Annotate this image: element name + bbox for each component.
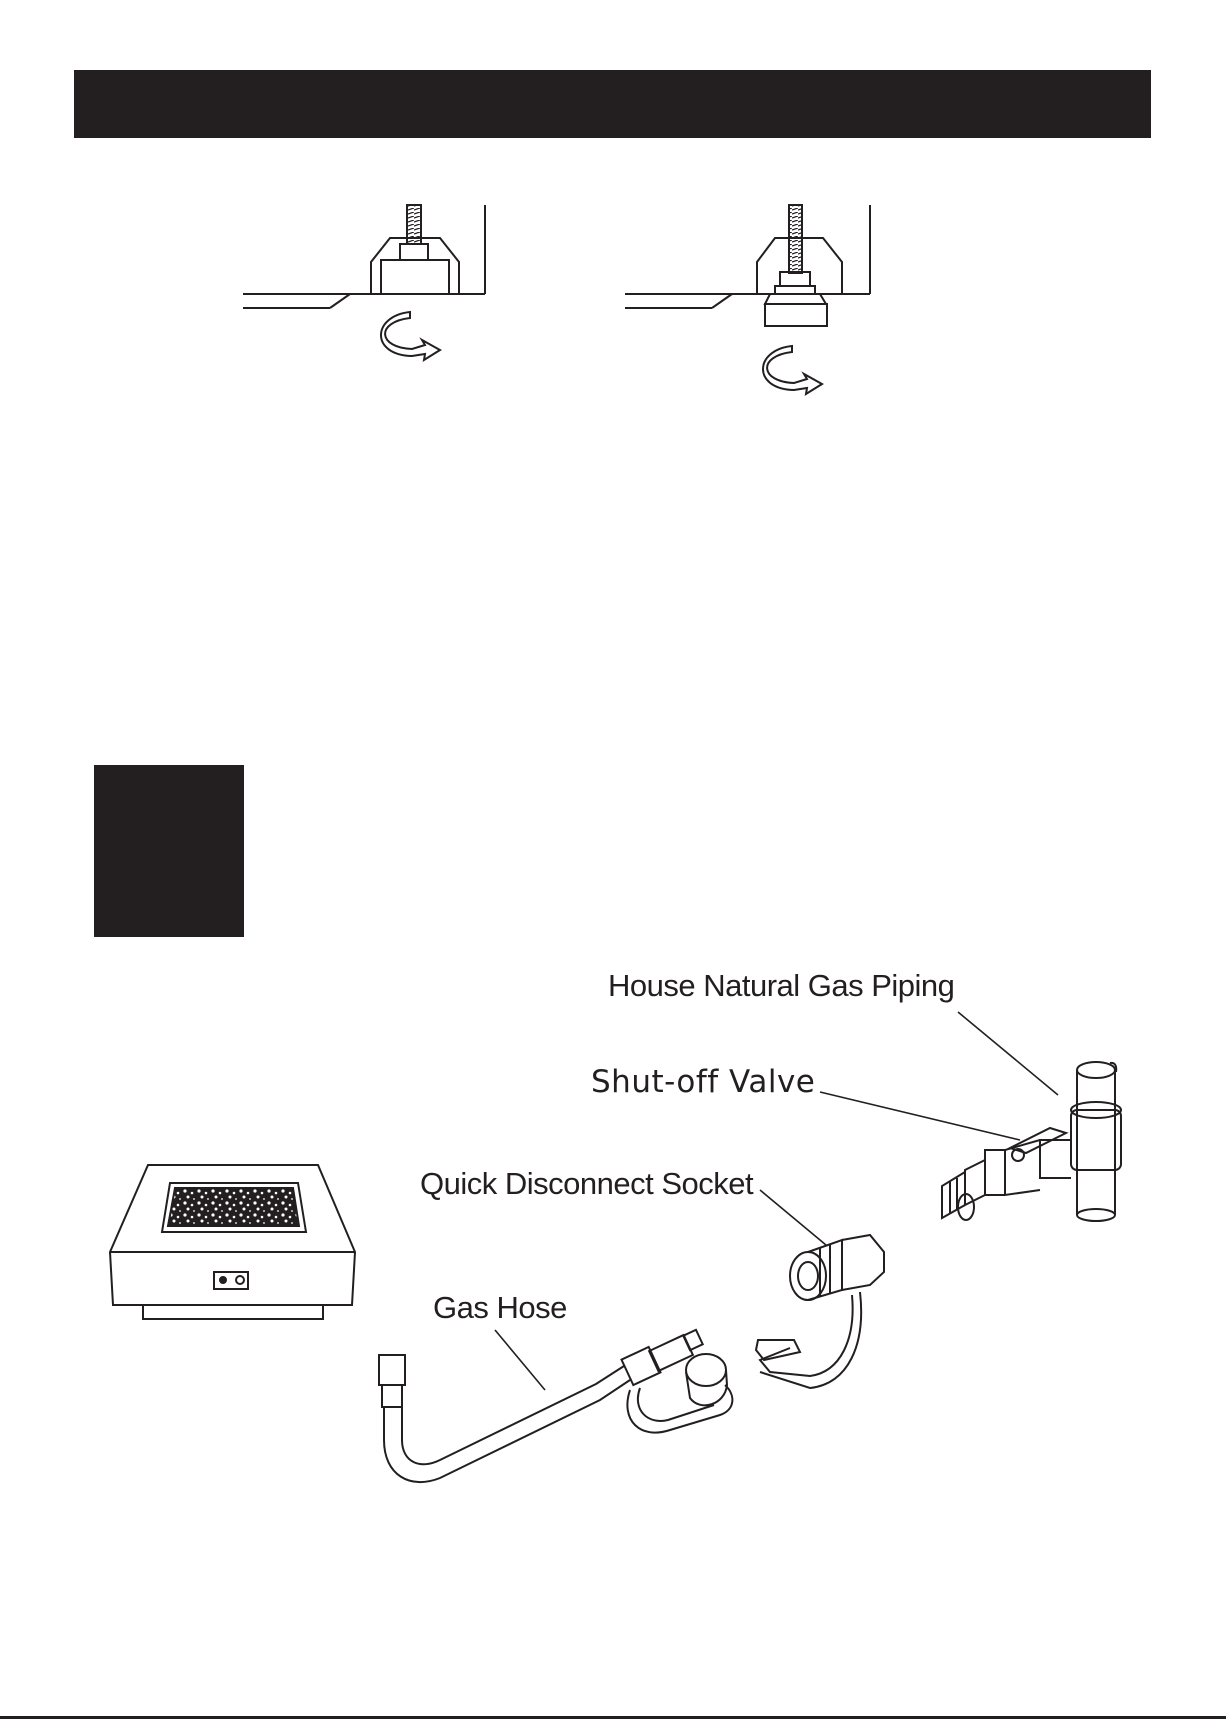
shut-off-valve-assembly [942, 1062, 1121, 1221]
rotate-arrow-icon-2 [763, 346, 822, 394]
quick-disconnect-socket [756, 1235, 884, 1388]
leveling-foot-retracted [243, 205, 485, 308]
label-gas-hose: Gas Hose [433, 1290, 567, 1325]
label-house-natural-gas-piping: House Natural Gas Piping [608, 968, 955, 1003]
leveling-foot-extended [625, 205, 870, 326]
gas-hose [379, 1330, 732, 1482]
fire-pit-table [110, 1165, 355, 1319]
rotate-arrow-icon [381, 312, 440, 360]
label-shut-off-valve: Shut-off Valve [591, 1064, 816, 1100]
label-quick-disconnect-socket: Quick Disconnect Socket [420, 1166, 754, 1201]
